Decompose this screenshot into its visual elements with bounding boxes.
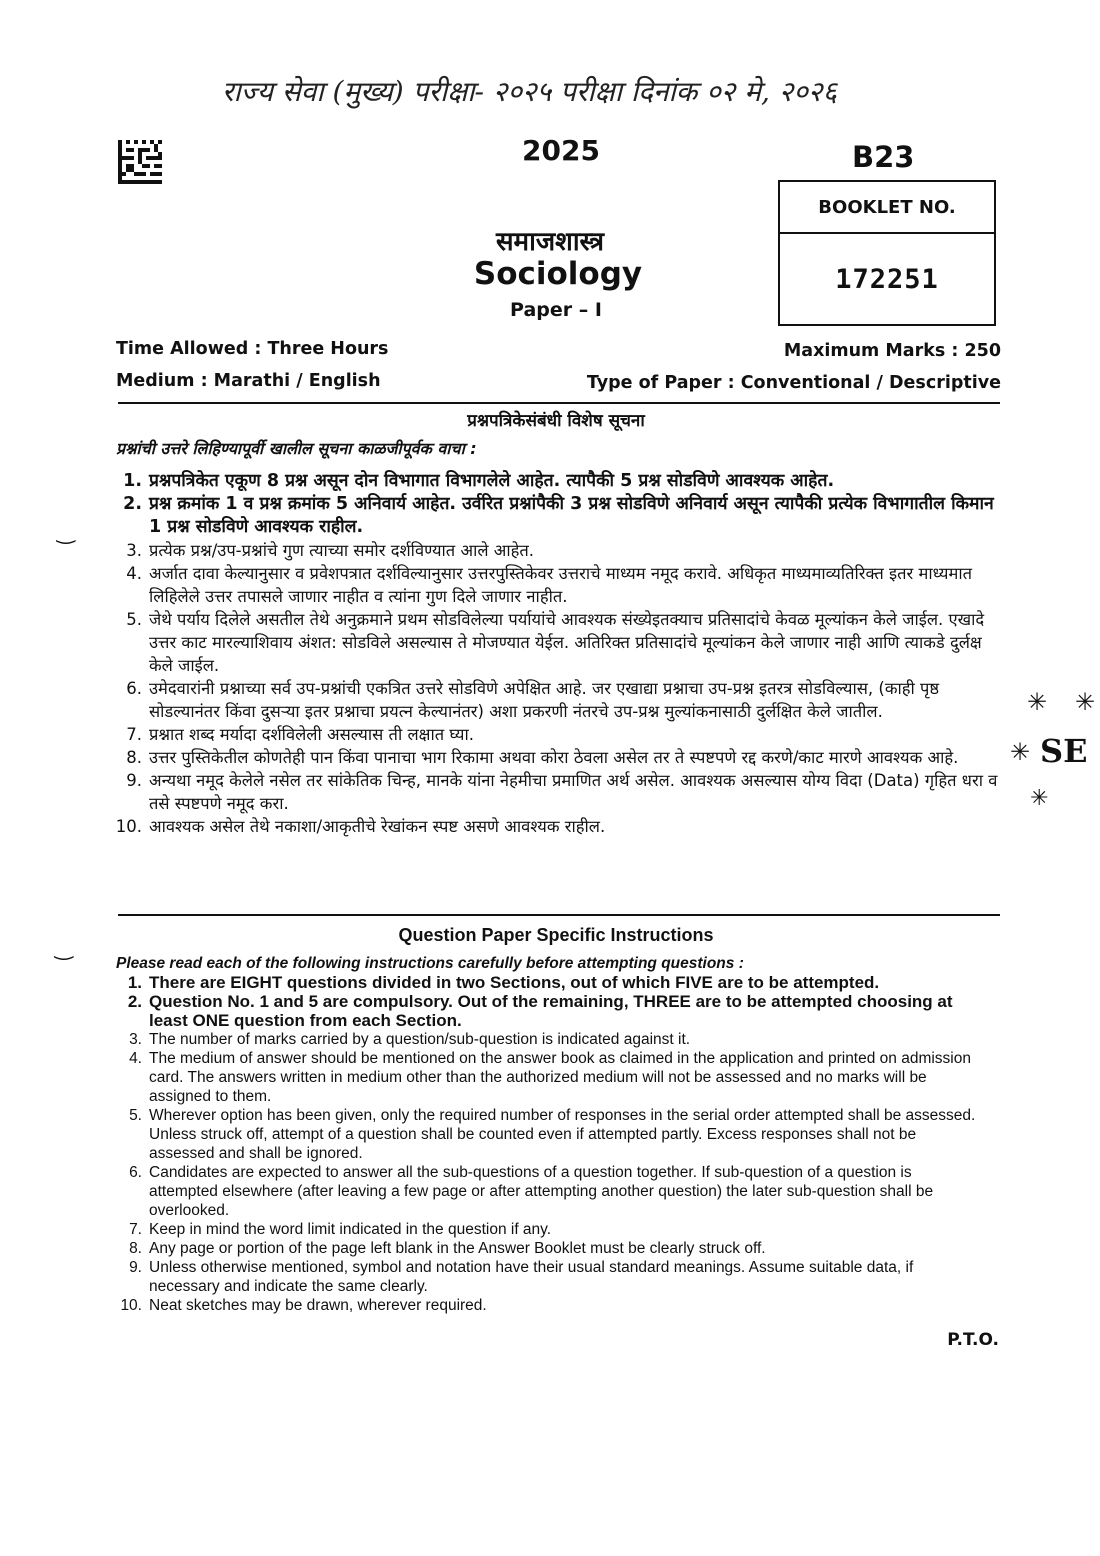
list-item: 2. प्रश्न क्रमांक 1 व प्रश्न क्रमांक 5 अनिवार्य आहेत. उर्वरित प्रश्नांपैकी 3 प्रश्न सोडविणे अनिवार्य असून त्यापैकी प्रत्येक विभागातील किमान 1 प्रश्न सोडविणे आवश्यक राहील. <box>123 494 994 537</box>
list-item: 2. Question No. 1 and 5 are compulsory. Out of the remaining, THREE are to be attempted choosing at least ONE question from each Section. <box>127 992 953 1030</box>
scan-mark: ‿ <box>57 520 75 545</box>
english-instructions-list <box>112 973 982 1315</box>
time-allowed: Time Allowed : Three Hours <box>116 339 389 359</box>
list-item: 1. प्रश्नपत्रिकेत एकूण 8 प्रश्न असून दोन विभागात विभागलेले आहेत. त्यापैकी 5 प्रश्न सोडविणे आवश्यक आहेत. <box>123 471 835 491</box>
datamatrix-code-icon <box>118 140 162 184</box>
english-instructions-heading: Question Paper Specific Instructions <box>398 925 714 945</box>
asterisk-icon: ✳ <box>1030 786 1049 811</box>
divider-top <box>118 402 1000 404</box>
handwritten-exam-note: राज्य सेवा (मुख्य) परीक्षा- २०२५ परीक्षा दिनांक ०२ मे, २०२६ <box>222 75 838 108</box>
asterisk-icon: ✳ <box>1075 688 1096 716</box>
booklet-label: BOOKLET NO. <box>780 182 994 234</box>
list-item: 4. अर्जात दावा केल्यानुसार व प्रवेशपत्रात दर्शविल्यानुसार उत्तरपुस्तिकेवर उत्तराचे माध्यम नमूद करावे. अधिकृत माध्यमाव्यतिरिक्त इतर माध्यमात लिहिलेले उत्तर तपासले जाणार नाहीत व त्यांना गुण दिले जाणार नाहीत. <box>126 564 973 606</box>
please-turn-over: P.T.O. <box>947 1330 999 1350</box>
subject-marathi: समाजशास्त्र <box>495 227 605 257</box>
exam-year: 2025 <box>522 134 600 167</box>
list-item: 9. Unless otherwise mentioned, symbol and notation have their usual standard meanings. Assume suitable data, if necessary and indicate the same clearly. <box>129 1259 914 1295</box>
list-item: 10. आवश्यक असेल तेथे नकाशा/आकृतीचे रेखांकन स्पष्ट असणे आवश्यक राहील. <box>115 817 606 836</box>
list-item: 8. Any page or portion of the page left blank in the Answer Booklet must be clearly struck off. <box>129 1240 766 1257</box>
type-of-paper: Type of Paper : Conventional / Descriptive <box>586 373 1001 393</box>
list-item: 4. The medium of answer should be mentioned on the answer book as claimed in the application and printed on admission card. The answers written in medium other than the authorized medium will not be assessed and no marks will be assigned to them. <box>129 1050 971 1105</box>
english-instructions-intro: Please read each of the following instructions carefully before attempting questions : <box>116 955 744 972</box>
list-item: 7. Keep in mind the word limit indicated in the question if any. <box>129 1221 552 1238</box>
list-item: 9. अन्यथा नमूद केलेले नसेल तर सांकेतिक चिन्ह, मानके यांना नेहमीचा प्रमाणित अर्थ असेल. आवश्यक असल्यास योग्य विदा (Data) गृहित धरा व तसे स्पष्टपणे नमूद करा. <box>126 771 998 813</box>
list-item: 6. उमेदवारांनी प्रश्नाच्या सर्व उप-प्रश्नांची एकत्रित उत्तरे सोडविणे अपेक्षित आहे. जर एखाद्या प्रश्नाचा उप-प्रश्न इतरत्र सोडविल्यास, (काही पृष्ठ सोडल्यानंतर किंवा दुसऱ्या इतर प्रश्नाचा प्रयत्न केल्यानंतर) अशा प्रकरणी नंतरचे उप-प्रश्न मुल्यांकनासाठी दुर्लक्षित केले जातील. <box>126 679 940 721</box>
booklet-number: 172251 <box>835 263 939 295</box>
list-item: 5. जेथे पर्याय दिलेले असतील तेथे अनुक्रमाने प्रथम सोडविलेल्या पर्यायांचे आवश्यक संख्येइतक्याच प्रतिसादांचे केवळ मूल्यांकन केले जाईल. एखादे उत्तर काट मारल्याशिवाय अंशत: सोडविले असल्यास ते मोजण्यात येईल. अतिरिक्त प्रतिसादांचे मूल्यांकन केले जाणार नाही आणि त्याकडे दुर्लक्ष केले जाईल. <box>126 610 985 675</box>
asterisk-icon: ✳ <box>1010 738 1031 766</box>
list-item: 5. Wherever option has been given, only the required number of responses in the serial order attempted shall be assessed. Unless struck off, attempt of a question shall be counted even if attempted partly. Excess responses shall not be assessed and shall be ignored. <box>129 1107 976 1162</box>
divider-middle <box>118 914 1000 916</box>
list-item: 1. There are EIGHT questions divided in two Sections, out of which FIVE are to be attempted. <box>127 973 880 992</box>
list-item: 8. उत्तर पुस्तिकेतील कोणतेही पान किंवा पानाचा भाग रिकामा अथवा कोरा ठेवला असेल तर ते स्पष्टपणे रद्द करणे/काट मारणे आवश्यक आहे. <box>126 748 959 767</box>
list-item: 6. Candidates are expected to answer all the sub-questions of a question together. If sub-question of a question is attempted elsewhere (after leaving a few page or after attempting another question) the later sub-question shall be overlooked. <box>129 1164 934 1219</box>
list-item: 7. प्रश्नात शब्द मर्यादा दर्शविलेली असल्यास ती लक्षात घ्या. <box>126 725 474 744</box>
list-item: 3. प्रत्येक प्रश्न/उप-प्रश्नांचे गुण त्याच्या समोर दर्शविण्यात आले आहेत. <box>126 541 535 560</box>
maximum-marks: Maximum Marks : 250 <box>783 341 1001 361</box>
medium: Medium : Marathi / English <box>116 371 381 391</box>
list-item: 3. The number of marks carried by a question/sub-question is indicated against it. <box>129 1031 691 1048</box>
series-code: B23 <box>852 140 915 174</box>
paper-number: Paper – I <box>510 299 602 321</box>
scan-mark: ‿ <box>55 936 73 961</box>
side-stamp: SE <box>1040 732 1088 770</box>
marathi-instructions-list <box>112 470 1000 838</box>
subject-english: Sociology <box>473 256 643 292</box>
marathi-instructions-heading: प्रश्नपत्रिकेसंबंधी विशेष सूचना <box>467 411 645 431</box>
marathi-instructions-intro: प्रश्नांची उत्तरे लिहिण्यापूर्वी खालील सूचना काळजीपूर्वक वाचा : <box>116 439 477 458</box>
list-item: 10. Neat sketches may be drawn, wherever required. <box>120 1297 487 1314</box>
asterisk-icon: ✳ <box>1027 688 1048 716</box>
